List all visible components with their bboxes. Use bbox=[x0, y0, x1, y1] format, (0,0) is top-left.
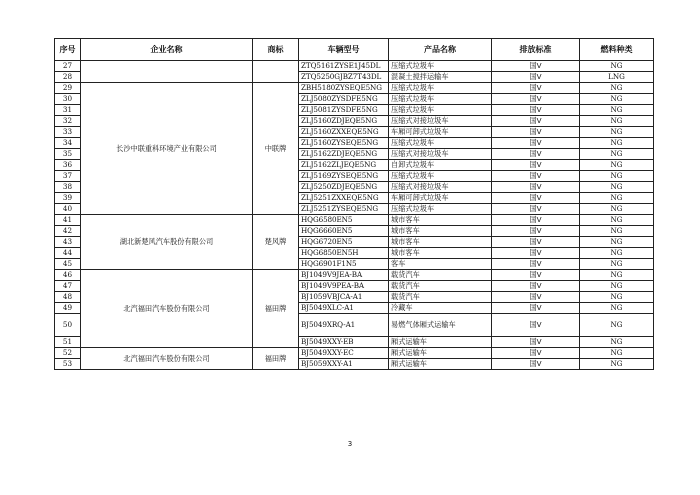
cell-fuel: NG bbox=[580, 182, 654, 193]
cell-seq: 41 bbox=[55, 215, 81, 226]
header-model: 车辆型号 bbox=[299, 39, 389, 61]
cell-standard: 国Ⅴ bbox=[492, 94, 580, 105]
cell-company: 湖北新楚风汽车股份有限公司 bbox=[81, 215, 253, 270]
cell-seq: 52 bbox=[55, 348, 81, 359]
cell-standard: 国Ⅴ bbox=[492, 193, 580, 204]
cell-model: BJ1049V9JEA-BA bbox=[299, 270, 389, 281]
cell-seq: 36 bbox=[55, 160, 81, 171]
cell-model: ZLJ5160ZDJEQE5NG bbox=[299, 116, 389, 127]
cell-product: 压缩式对接垃圾车 bbox=[389, 149, 492, 160]
cell-product: 压缩式垃圾车 bbox=[389, 171, 492, 182]
cell-model: HQG6850EN5H bbox=[299, 248, 389, 259]
cell-fuel: NG bbox=[580, 171, 654, 182]
cell-seq: 44 bbox=[55, 248, 81, 259]
cell-standard: 国Ⅴ bbox=[492, 83, 580, 94]
cell-seq: 37 bbox=[55, 171, 81, 182]
cell-product: 压缩式垃圾车 bbox=[389, 83, 492, 94]
cell-standard: 国Ⅴ bbox=[492, 270, 580, 281]
cell-seq: 42 bbox=[55, 226, 81, 237]
cell-fuel: NG bbox=[580, 83, 654, 94]
cell-company: 长沙中联重科环境产业有限公司 bbox=[81, 83, 253, 215]
cell-standard: 国Ⅴ bbox=[492, 303, 580, 314]
cell-product: 厢式运输车 bbox=[389, 337, 492, 348]
cell-seq: 45 bbox=[55, 259, 81, 270]
cell-seq: 30 bbox=[55, 94, 81, 105]
cell-seq: 31 bbox=[55, 105, 81, 116]
cell-brand: 楚风牌 bbox=[253, 215, 299, 270]
cell-product: 城市客车 bbox=[389, 226, 492, 237]
cell-brand: 福田牌 bbox=[253, 348, 299, 370]
cell-product: 载货汽车 bbox=[389, 270, 492, 281]
header-brand: 商标 bbox=[253, 39, 299, 61]
cell-fuel: NG bbox=[580, 226, 654, 237]
cell-standard: 国Ⅴ bbox=[492, 215, 580, 226]
header-company: 企业名称 bbox=[81, 39, 253, 61]
cell-fuel: NG bbox=[580, 281, 654, 292]
cell-seq: 28 bbox=[55, 72, 81, 83]
cell-product: 易燃气体厢式运输车 bbox=[389, 314, 492, 337]
cell-standard: 国Ⅴ bbox=[492, 204, 580, 215]
cell-product: 自卸式垃圾车 bbox=[389, 160, 492, 171]
cell-fuel: NG bbox=[580, 237, 654, 248]
table-row bbox=[55, 83, 654, 94]
table-body bbox=[55, 61, 654, 370]
cell-model: BJ5049XRQ-A1 bbox=[299, 314, 389, 337]
cell-seq: 47 bbox=[55, 281, 81, 292]
cell-model: ZBH5180ZYSEQE5NG bbox=[299, 83, 389, 94]
cell-seq: 35 bbox=[55, 149, 81, 160]
cell-product: 压缩式对接垃圾车 bbox=[389, 116, 492, 127]
cell-fuel: NG bbox=[580, 348, 654, 359]
cell-seq: 43 bbox=[55, 237, 81, 248]
cell-model: BJ1049V9PEA-BA bbox=[299, 281, 389, 292]
cell-model: ZLJ5250ZDJEQE5NG bbox=[299, 182, 389, 193]
cell-fuel: NG bbox=[580, 105, 654, 116]
cell-product: 车厢可卸式垃圾车 bbox=[389, 193, 492, 204]
cell-product: 城市客车 bbox=[389, 248, 492, 259]
cell-fuel: NG bbox=[580, 138, 654, 149]
cell-standard: 国Ⅴ bbox=[492, 348, 580, 359]
cell-model: ZLJ5080ZYSDFE5NG bbox=[299, 94, 389, 105]
cell-product: 混凝土搅拌运输车 bbox=[389, 72, 492, 83]
cell-model: ZLJ5251ZYSEQE5NG bbox=[299, 204, 389, 215]
cell-product: 城市客车 bbox=[389, 215, 492, 226]
cell-model: BJ5049XXY-EB bbox=[299, 337, 389, 348]
vehicle-catalog-table bbox=[54, 38, 654, 370]
cell-standard: 国Ⅴ bbox=[492, 226, 580, 237]
cell-standard: 国Ⅴ bbox=[492, 281, 580, 292]
table-row bbox=[55, 270, 654, 281]
table-row bbox=[55, 348, 654, 359]
cell-standard: 国Ⅴ bbox=[492, 248, 580, 259]
cell-company: 北汽福田汽车股份有限公司 bbox=[81, 348, 253, 370]
cell-seq: 51 bbox=[55, 337, 81, 348]
cell-fuel: NG bbox=[580, 127, 654, 138]
cell-fuel: LNG bbox=[580, 72, 654, 83]
cell-product: 城市客车 bbox=[389, 237, 492, 248]
cell-brand bbox=[253, 61, 299, 83]
cell-standard: 国Ⅴ bbox=[492, 259, 580, 270]
cell-model: ZLJ5081ZYSDFE5NG bbox=[299, 105, 389, 116]
cell-product: 压缩式垃圾车 bbox=[389, 204, 492, 215]
cell-fuel: NG bbox=[580, 204, 654, 215]
cell-standard: 国Ⅴ bbox=[492, 61, 580, 72]
cell-product: 客车 bbox=[389, 259, 492, 270]
cell-seq: 38 bbox=[55, 182, 81, 193]
cell-seq: 39 bbox=[55, 193, 81, 204]
cell-product: 压缩式垃圾车 bbox=[389, 61, 492, 72]
cell-seq: 40 bbox=[55, 204, 81, 215]
cell-standard: 国Ⅴ bbox=[492, 105, 580, 116]
cell-seq: 32 bbox=[55, 116, 81, 127]
cell-fuel: NG bbox=[580, 94, 654, 105]
cell-product: 压缩式垃圾车 bbox=[389, 105, 492, 116]
cell-brand: 福田牌 bbox=[253, 270, 299, 348]
cell-model: ZLJ5162ZDJEQE5NG bbox=[299, 149, 389, 160]
cell-seq: 29 bbox=[55, 83, 81, 94]
cell-fuel: NG bbox=[580, 193, 654, 204]
cell-seq: 27 bbox=[55, 61, 81, 72]
cell-fuel: NG bbox=[580, 337, 654, 348]
cell-fuel: NG bbox=[580, 116, 654, 127]
cell-seq: 49 bbox=[55, 303, 81, 314]
cell-model: BJ5049XXY-EC bbox=[299, 348, 389, 359]
cell-fuel: NG bbox=[580, 314, 654, 337]
table-row bbox=[55, 215, 654, 226]
cell-model: HQG6580EN5 bbox=[299, 215, 389, 226]
cell-model: BJ5049XLC-A1 bbox=[299, 303, 389, 314]
cell-model: ZTQ5250GJBZ7T43DL bbox=[299, 72, 389, 83]
cell-standard: 国Ⅴ bbox=[492, 116, 580, 127]
cell-seq: 33 bbox=[55, 127, 81, 138]
cell-fuel: NG bbox=[580, 149, 654, 160]
cell-standard: 国Ⅴ bbox=[492, 138, 580, 149]
cell-brand: 中联牌 bbox=[253, 83, 299, 215]
cell-model: ZLJ5162ZLJEQE5NG bbox=[299, 160, 389, 171]
cell-product: 厢式运输车 bbox=[389, 359, 492, 370]
cell-product: 压缩式对接垃圾车 bbox=[389, 182, 492, 193]
cell-standard: 国Ⅴ bbox=[492, 292, 580, 303]
page-number: 3 bbox=[347, 440, 353, 448]
cell-standard: 国Ⅴ bbox=[492, 127, 580, 138]
header-standard: 排放标准 bbox=[492, 39, 580, 61]
cell-product: 载货汽车 bbox=[389, 292, 492, 303]
cell-model: ZLJ5160ZYSEQE5NG bbox=[299, 138, 389, 149]
cell-standard: 国Ⅴ bbox=[492, 237, 580, 248]
table-header-row bbox=[55, 39, 654, 61]
cell-standard: 国Ⅴ bbox=[492, 171, 580, 182]
cell-product: 厢式运输车 bbox=[389, 348, 492, 359]
cell-fuel: NG bbox=[580, 270, 654, 281]
cell-product: 车厢可卸式垃圾车 bbox=[389, 127, 492, 138]
cell-standard: 国Ⅴ bbox=[492, 149, 580, 160]
cell-model: ZTQ5161ZYSE1J45DL bbox=[299, 61, 389, 72]
cell-model: BJ1059VBJCA-A1 bbox=[299, 292, 389, 303]
cell-fuel: NG bbox=[580, 248, 654, 259]
cell-standard: 国Ⅴ bbox=[492, 337, 580, 348]
header-seq: 序号 bbox=[55, 39, 81, 61]
cell-product: 冷藏车 bbox=[389, 303, 492, 314]
cell-company: 北汽福田汽车股份有限公司 bbox=[81, 270, 253, 348]
cell-model: HQG6901F1N5 bbox=[299, 259, 389, 270]
cell-fuel: NG bbox=[580, 259, 654, 270]
cell-fuel: NG bbox=[580, 292, 654, 303]
cell-model: BJ5059XXY-A1 bbox=[299, 359, 389, 370]
cell-model: ZLJ5160ZXXEQE5NG bbox=[299, 127, 389, 138]
cell-model: HQG6720EN5 bbox=[299, 237, 389, 248]
cell-standard: 国Ⅴ bbox=[492, 314, 580, 337]
cell-standard: 国Ⅴ bbox=[492, 160, 580, 171]
cell-product: 压缩式垃圾车 bbox=[389, 138, 492, 149]
cell-company bbox=[81, 61, 253, 83]
cell-product: 载货汽车 bbox=[389, 281, 492, 292]
cell-seq: 48 bbox=[55, 292, 81, 303]
cell-fuel: NG bbox=[580, 303, 654, 314]
cell-standard: 国Ⅴ bbox=[492, 182, 580, 193]
cell-standard: 国Ⅴ bbox=[492, 359, 580, 370]
cell-model: HQG6660EN5 bbox=[299, 226, 389, 237]
cell-fuel: NG bbox=[580, 160, 654, 171]
cell-seq: 34 bbox=[55, 138, 81, 149]
cell-seq: 50 bbox=[55, 314, 81, 337]
table-row bbox=[55, 61, 654, 72]
cell-product: 压缩式垃圾车 bbox=[389, 94, 492, 105]
cell-seq: 53 bbox=[55, 359, 81, 370]
cell-fuel: NG bbox=[580, 215, 654, 226]
cell-seq: 46 bbox=[55, 270, 81, 281]
cell-fuel: NG bbox=[580, 359, 654, 370]
header-fuel: 燃料种类 bbox=[580, 39, 654, 61]
cell-model: ZLJ5169ZYSEQE5NG bbox=[299, 171, 389, 182]
cell-model: ZLJ5251ZXXEQE5NG bbox=[299, 193, 389, 204]
header-product: 产品名称 bbox=[389, 39, 492, 61]
cell-fuel: NG bbox=[580, 61, 654, 72]
cell-standard: 国Ⅴ bbox=[492, 72, 580, 83]
